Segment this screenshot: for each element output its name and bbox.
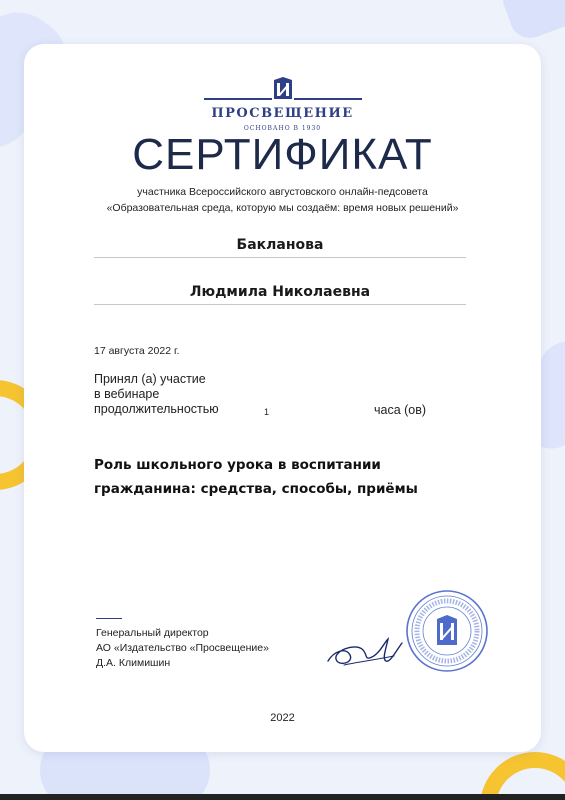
prosveshchenie-emblem-icon <box>273 76 293 100</box>
decor-blob-top-right <box>497 0 565 44</box>
logo-line-left <box>204 98 272 100</box>
bottom-dark-strip <box>0 794 565 800</box>
event-date: 17 августа 2022 г. <box>94 345 180 357</box>
participation-line-2: в вебинаре <box>94 387 160 401</box>
participation-line-3: продолжительностью <box>94 402 219 416</box>
recipient-surname: Бакланова <box>94 237 466 258</box>
decor-ring-bottom-right <box>480 752 565 800</box>
participation-text <box>94 372 234 417</box>
certificate-title: СЕРТИФИКАТ <box>132 130 433 179</box>
signatory-name: Д.А. Климишин <box>96 657 171 669</box>
certificate-card <box>24 44 541 752</box>
company-round-stamp-icon <box>404 588 490 674</box>
signatory-position: Генеральный директор <box>96 627 209 639</box>
recipient-given-names: Людмила Николаевна <box>94 284 466 305</box>
participation-line-1: Принял (а) участие <box>94 372 206 386</box>
hours-value: 1 <box>264 407 270 417</box>
brand-name: ПРОСВЕЩЕНИЕ <box>211 106 354 121</box>
topic-line-2: гражданина: средства, способы, приёмы <box>94 481 418 497</box>
handwritten-signature-icon <box>324 629 414 674</box>
certificate-subtitle <box>44 184 521 216</box>
brand-founded: ОСНОВАНО В 1930 <box>243 125 322 132</box>
footer-year: 2022 <box>270 712 295 724</box>
subtitle-line-1: участника Всероссийского августовского онлайн-педсовета <box>137 186 428 198</box>
webinar-topic <box>94 453 474 501</box>
topic-line-1: Роль школьного урока в воспитании <box>94 457 381 473</box>
hours-unit: часа (ов) <box>374 403 427 417</box>
subtitle-line-2: «Образовательная среда, которую мы создаём: время новых решений» <box>106 202 459 214</box>
signatory-block <box>96 626 316 671</box>
publisher-logo <box>24 60 541 132</box>
signature-dash <box>96 618 122 619</box>
logo-line-right <box>294 98 362 100</box>
signatory-organization: АО «Издательство «Просвещение» <box>96 642 269 654</box>
